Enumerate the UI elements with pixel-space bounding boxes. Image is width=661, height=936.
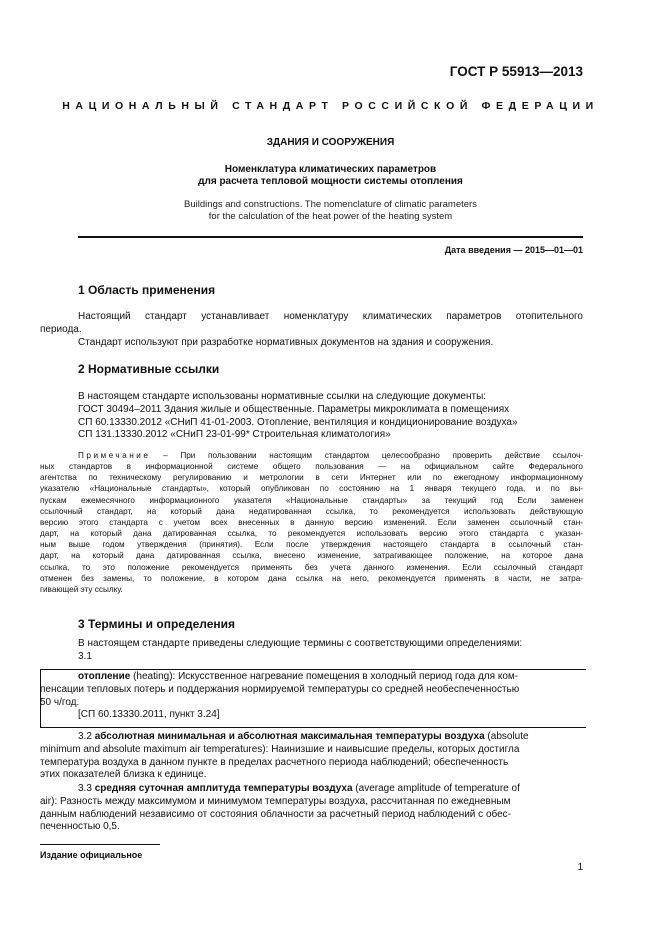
note-line: дарт, на который дана датированная ссылка, то рекомендуется использовать версию этого стандарта с указан-: [40, 529, 583, 539]
subtitle-en-line: for the calculation of the heat power of the heating system: [208, 211, 453, 222]
gost-number: ГОСТ Р 55913—2013: [449, 64, 583, 79]
definition-line: 50 ч/год.: [40, 696, 80, 708]
term-3-1: [40, 671, 583, 722]
definition-line: печенностью 0,5.: [40, 821, 120, 833]
document-subtitle-ru: [0, 164, 661, 188]
term-line: 3.3 средняя суточная амплитуда температуры воздуха (average amplitude of temperature of: [78, 783, 520, 794]
note-label: Примечание: [78, 451, 151, 460]
term-name: средняя суточная амплитуда температуры воздуха: [94, 783, 353, 794]
term-name: отопление: [78, 671, 131, 682]
note-line: агентства по техническому регулированию и метрологии в сети Интернет или по ежегодному информационному: [40, 473, 583, 483]
note-line: ных стандартов в информационной системе общего пользования — на официальном сайте Федерального: [40, 462, 583, 472]
section-1-body: [40, 311, 583, 349]
definition-line: пенсации тепловых потерь и поддержания нормируемой температуры со средней необеспеченностью: [40, 683, 520, 695]
intro-date: Дата введения — 2015—01—01: [444, 245, 583, 255]
definition-line: температура воздуха в данном пункте в пределах расчетного периода наблюдений; обеспеченность: [40, 756, 509, 768]
body-line: Настоящий стандарт устанавливает номенклатуру климатических параметров отопительного: [78, 311, 583, 322]
note-line: пускам ежемесячного информационного указателя «Национальные стандарты» за текущий год Если заменен: [40, 495, 583, 505]
note-line: отменен без замены, то положение, в котором дана ссылка на него, рекомендуется применять в части, не затра-: [40, 573, 583, 583]
term-reference: [СП 60.13330.2011, пункт 3.24]: [78, 709, 220, 721]
body-line: В настоящем стандарте приведены следующие термины с соответствующими определениями:: [78, 638, 523, 649]
header-divider: [78, 236, 583, 238]
note-line: Примечание – При пользовании настоящим стандартом целесообразно проверить действие ссылоч-: [78, 451, 583, 460]
national-standard-heading: НАЦИОНАЛЬНЫЙ СТАНДАРТ РОССИЙСКОЙ ФЕДЕРАЦИИ: [62, 100, 599, 112]
section-2-note: [40, 450, 583, 595]
body-line: периода.: [40, 323, 82, 335]
note-line: ным выше годом утверждения (принятия). Если после утверждения настоящего стандарта в ссылочный стан-: [40, 540, 583, 550]
term-3-2: [40, 731, 583, 782]
term-number: 3.1: [78, 650, 92, 662]
term-name: абсолютная минимальная и абсолютная максимальная температуры воздуха: [94, 731, 485, 742]
definition-line: этих показателей близка к единице.: [40, 769, 207, 781]
note-line: гивающей эту ссылку.: [40, 584, 123, 594]
section-2-body: [78, 391, 583, 442]
footer-divider: [40, 844, 160, 845]
page-number: 1: [577, 862, 583, 873]
note-line: дарт, на который дана датированная ссылка, внесено изменение, затрагивающее положение, на которое дана: [40, 551, 583, 561]
subtitle-ru-line: Номенклатура климатических параметров: [224, 164, 437, 175]
note-line: указателю «Национальные стандарты», который опубликован по состоянию на 1 января текущего года, и по вы-: [40, 484, 583, 494]
reference-item: СП 60.13330.2012 «СНиП 41-01-2003. Отопление, вентиляция и кондиционирование воздуха»: [78, 416, 518, 428]
term-line: отопление (heating): Искусственное нагревание помещения в холодный период года для ком-: [78, 671, 519, 682]
definition-line: air): Разность между максимумом и минимумом температуры воздуха, рассчитанная по ежедневным: [40, 795, 511, 807]
document-subtitle-en: [0, 199, 661, 223]
edition-label: Издание официальное: [40, 850, 143, 860]
term-line: 3.2 абсолютная минимальная и абсолютная максимальная температуры воздуха (absolute: [78, 731, 529, 742]
subtitle-ru-line: для расчета тепловой мощности системы отопления: [198, 176, 463, 187]
document-title: ЗДАНИЯ И СООРУЖЕНИЯ: [266, 137, 395, 148]
term-3-3: [40, 783, 583, 834]
note-line: ссылка, то это положение рекомендуется применять без учета данного изменения. Если ссылочный стандарт: [40, 562, 583, 572]
body-line: В настоящем стандарте использованы нормативные ссылки на следующие документы:: [78, 391, 487, 402]
note-line: ссылочный стандарт, на который дана недатированная ссылка, то рекомендуется использовать действующую: [40, 506, 583, 516]
definition-line: minimum and absolute maximum air temperatures): Наинизшие и наивысшие пределы, которых достигла: [40, 743, 520, 755]
reference-item: ГОСТ 30494–2011 Здания жилые и общественные. Параметры микроклимата в помещениях: [78, 403, 510, 415]
note-line: версию этого стандарта с учетом всех внесенных в данную версию изменений. Если заменен ссылочный стан-: [40, 517, 583, 527]
subtitle-en-line: Buildings and constructions. The nomenclature of climatic parameters: [184, 199, 477, 210]
body-line: Стандарт используют при разработке нормативных документов на здания и сооружения.: [78, 336, 494, 348]
reference-item: СП 131.13330.2012 «СНиП 23-01-99* Строительная климатология»: [78, 429, 391, 441]
section-3-heading: 3 Термины и определения: [78, 617, 236, 631]
section-2-heading: 2 Нормативные ссылки: [78, 362, 220, 376]
definition-line: данным наблюдений независимо от состояния облачности за расчетный период наблюдений с обес-: [40, 808, 512, 820]
section-3-intro: [78, 638, 583, 664]
section-1-heading: 1 Область применения: [78, 283, 216, 297]
